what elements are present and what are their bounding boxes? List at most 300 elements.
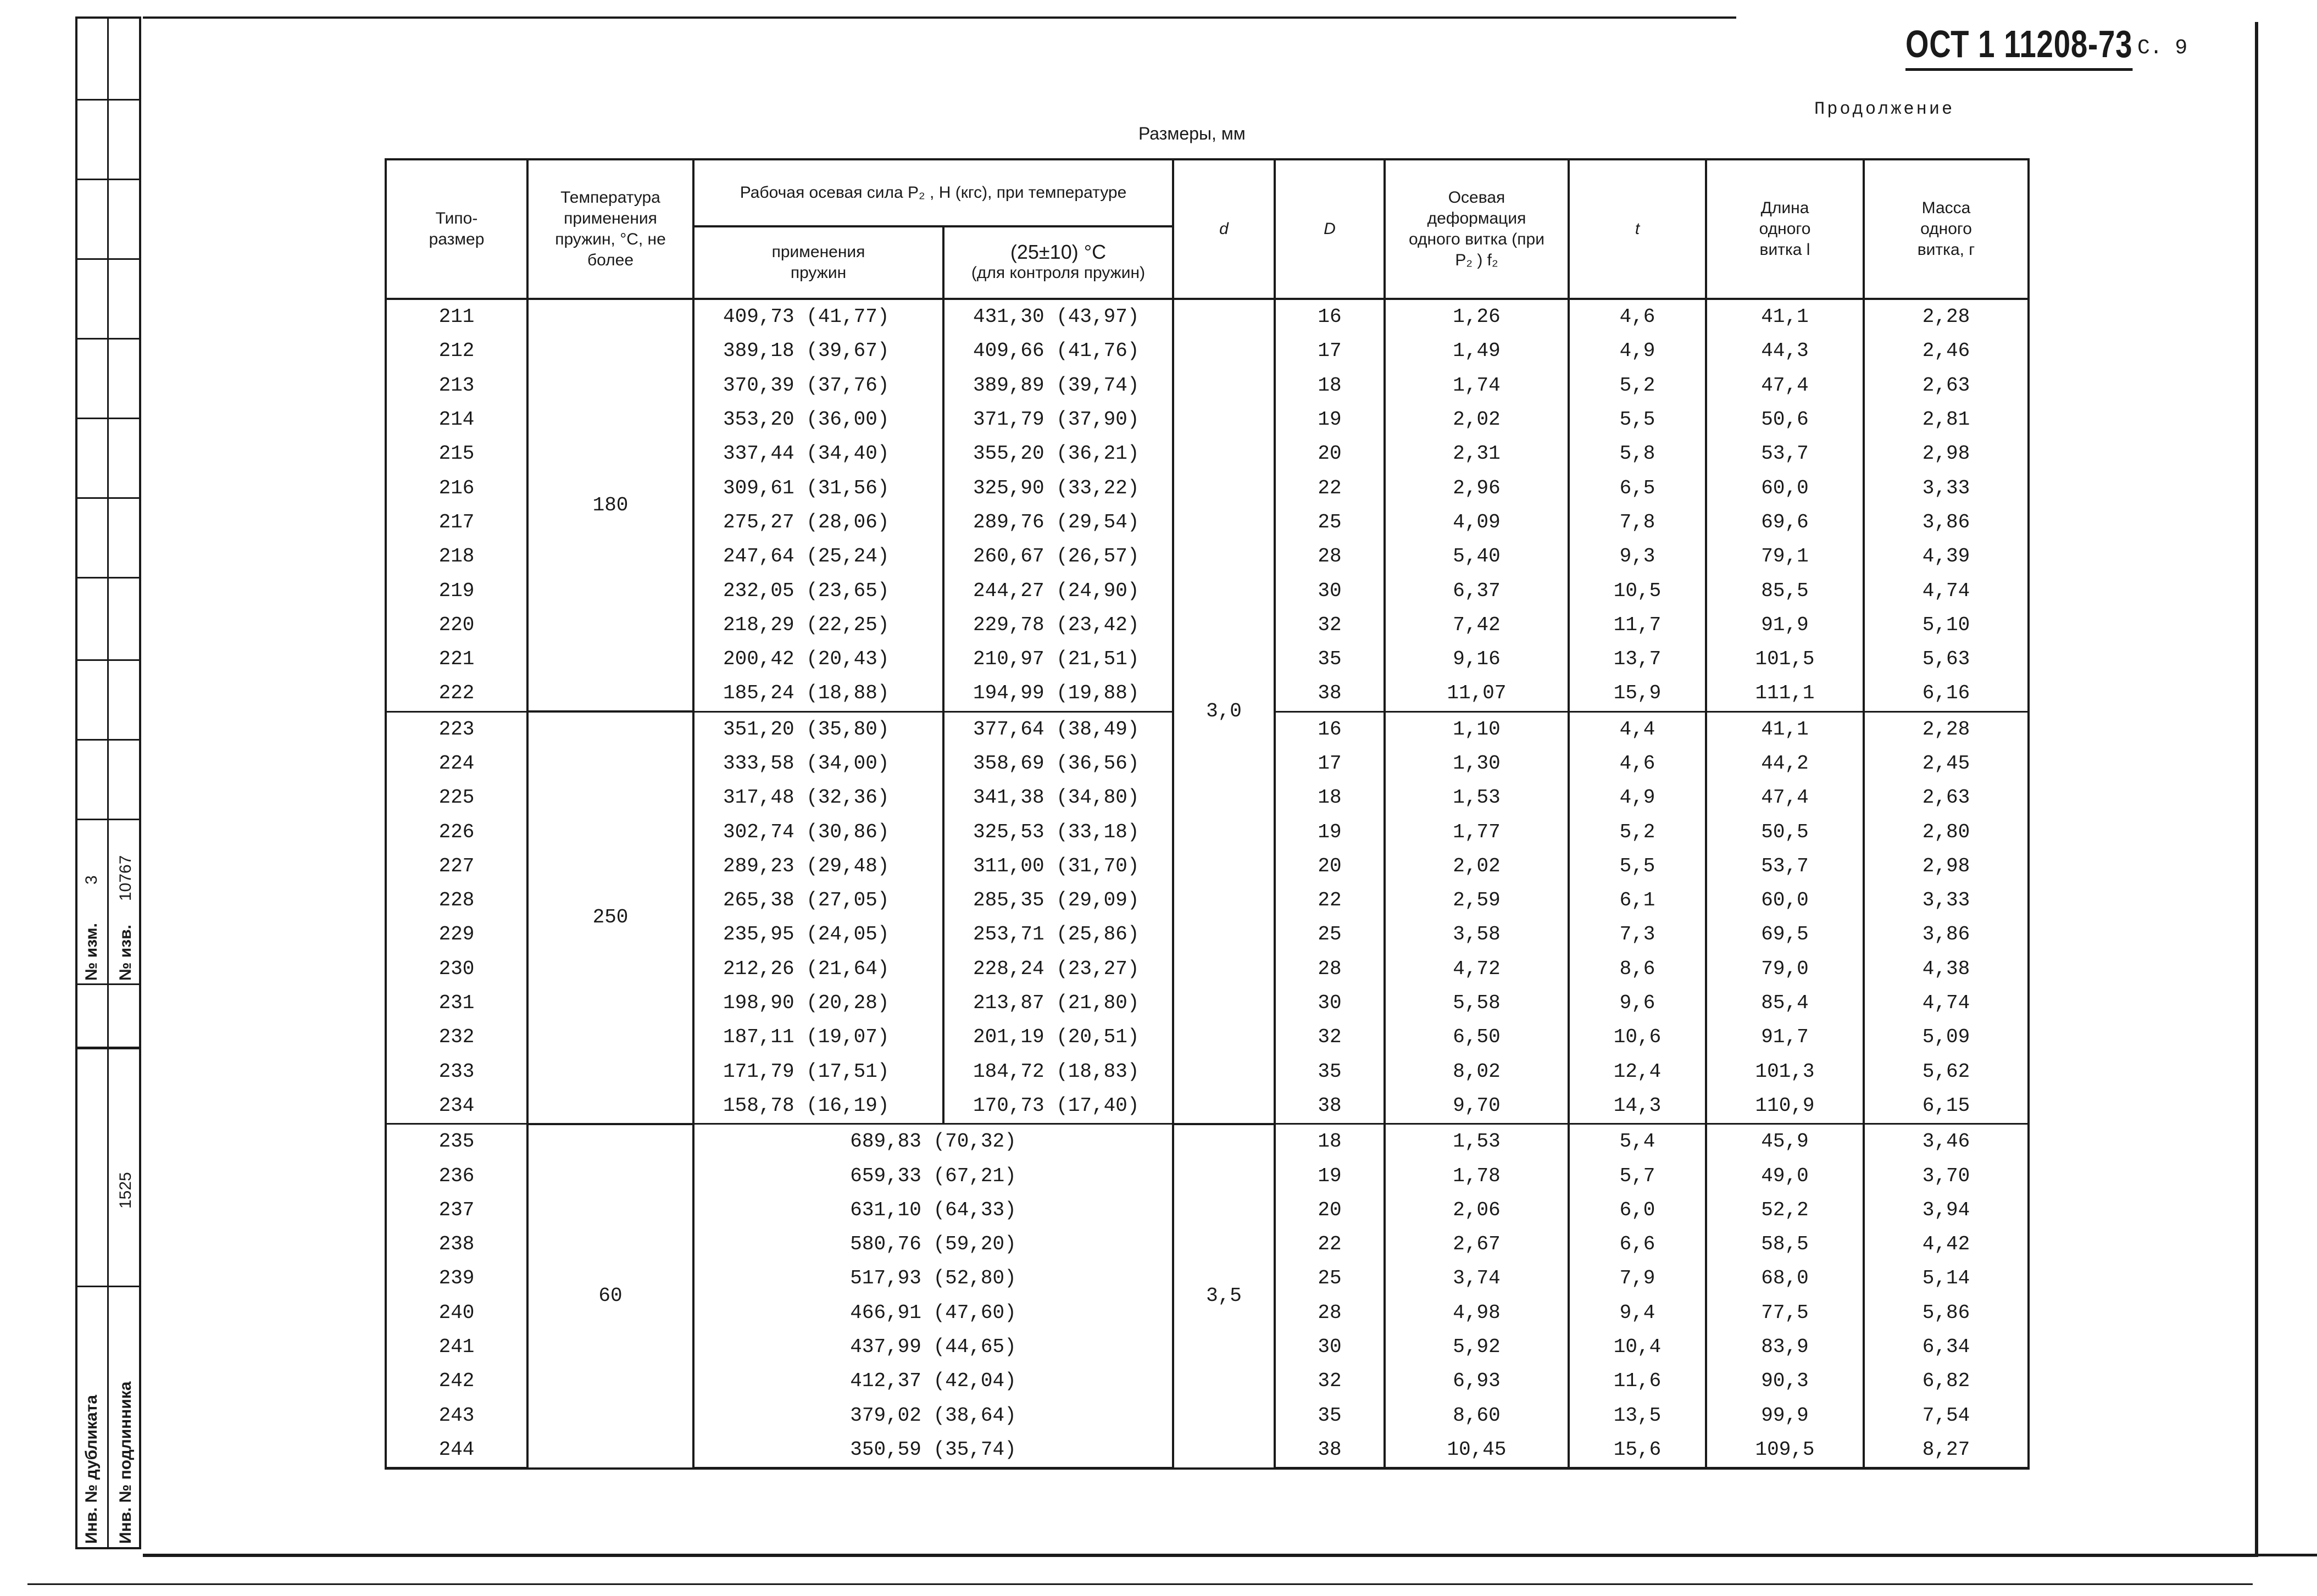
document-code: ОСТ 1 11208-73: [1905, 22, 2132, 71]
cell-coil-length: 110,9: [1706, 1089, 1864, 1124]
cell-deformation: 1,49: [1385, 334, 1569, 368]
cell-coil-diameter: 38: [1275, 1433, 1385, 1469]
margin-line: [75, 983, 141, 985]
cell-coil-mass: 4,74: [1864, 986, 2029, 1020]
cell-coil-mass: 5,63: [1864, 642, 2029, 676]
cell-coil-diameter: 30: [1275, 574, 1385, 608]
cell-coil-length: 53,7: [1706, 849, 1864, 883]
cell-pitch: 5,5: [1569, 849, 1706, 883]
cell-coil-length: 91,9: [1706, 608, 1864, 642]
cell-coil-diameter: 32: [1275, 1020, 1385, 1054]
cell-coil-mass: 3,33: [1864, 471, 2029, 505]
cell-force: 412,37 (42,04): [693, 1364, 1173, 1398]
cell-size: 213: [386, 369, 527, 403]
cell-pitch: 7,9: [1569, 1261, 1706, 1295]
cell-deformation: 1,77: [1385, 815, 1569, 849]
cell-coil-diameter: 16: [1275, 711, 1385, 747]
margin-line: [75, 739, 141, 741]
cell-force-control: 341,38 (34,80): [943, 781, 1173, 815]
cell-force-control: 213,87 (21,80): [943, 986, 1173, 1020]
cell-force-application: 351,20 (35,80): [693, 711, 943, 747]
cell-coil-diameter: 20: [1275, 849, 1385, 883]
cell-force-application: 409,73 (41,77): [693, 299, 943, 334]
cell-size: 218: [386, 540, 527, 574]
cell-coil-length: 83,9: [1706, 1330, 1864, 1364]
cell-pitch: 5,8: [1569, 437, 1706, 471]
cell-force-application: 317,48 (32,36): [693, 781, 943, 815]
cell-force-control: 244,27 (24,90): [943, 574, 1173, 608]
cell-coil-mass: 6,34: [1864, 1330, 2029, 1364]
cell-coil-mass: 3,86: [1864, 505, 2029, 540]
cell-pitch: 9,3: [1569, 540, 1706, 574]
cell-coil-diameter: 22: [1275, 471, 1385, 505]
cell-size: 215: [386, 437, 527, 471]
cell-deformation: 5,58: [1385, 986, 1569, 1020]
cell-pitch: 7,3: [1569, 917, 1706, 952]
cell-force-control: 355,20 (36,21): [943, 437, 1173, 471]
cell-deformation: 1,78: [1385, 1159, 1569, 1193]
cell-pitch: 11,6: [1569, 1364, 1706, 1398]
margin-line: [75, 418, 141, 419]
duplicate-inv-label: Инв. № дубликата: [82, 1394, 101, 1544]
cell-force-control: 194,99 (19,88): [943, 676, 1173, 711]
cell-force-application: 212,26 (21,64): [693, 952, 943, 986]
cell-wire-diameter: 3,5: [1173, 1124, 1275, 1469]
cell-force-application: 235,95 (24,05): [693, 917, 943, 952]
cell-force: 689,83 (70,32): [693, 1124, 1173, 1159]
cell-pitch: 12,4: [1569, 1055, 1706, 1089]
cell-coil-mass: 5,86: [1864, 1296, 2029, 1330]
cell-deformation: 9,70: [1385, 1089, 1569, 1124]
margin-line: [75, 577, 141, 579]
cell-coil-length: 60,0: [1706, 471, 1864, 505]
cell-coil-length: 50,5: [1706, 815, 1864, 849]
change-no-value: 3: [82, 875, 101, 885]
cell-size: 214: [386, 403, 527, 437]
cell-coil-length: 44,3: [1706, 334, 1864, 368]
cell-coil-mass: 3,46: [1864, 1124, 2029, 1159]
cell-force-control: 325,53 (33,18): [943, 815, 1173, 849]
cell-coil-diameter: 17: [1275, 747, 1385, 781]
cell-deformation: 1,10: [1385, 711, 1569, 747]
cell-force-application: 265,38 (27,05): [693, 883, 943, 917]
cell-coil-mass: 2,81: [1864, 403, 2029, 437]
cell-pitch: 5,2: [1569, 815, 1706, 849]
cell-deformation: 2,02: [1385, 403, 1569, 437]
cell-force: 517,93 (52,80): [693, 1261, 1173, 1295]
cell-pitch: 5,7: [1569, 1159, 1706, 1193]
margin-line: [75, 258, 141, 260]
cell-temperature: 250: [527, 711, 693, 1124]
cell-coil-mass: 7,54: [1864, 1399, 2029, 1433]
cell-deformation: 5,40: [1385, 540, 1569, 574]
cell-force-application: 187,11 (19,07): [693, 1020, 943, 1054]
header-deformation: Осевая деформация одного витка (при P₂ ) f₂: [1385, 159, 1569, 299]
cell-force-application: 289,23 (29,48): [693, 849, 943, 883]
cell-coil-mass: 2,28: [1864, 711, 2029, 747]
cell-coil-mass: 3,86: [1864, 917, 2029, 952]
cell-coil-mass: 8,27: [1864, 1433, 2029, 1469]
cell-force-application: 158,78 (16,19): [693, 1089, 943, 1124]
cell-force-control: 389,89 (39,74): [943, 369, 1173, 403]
margin-line: [75, 1286, 141, 1287]
cell-size: 244: [386, 1433, 527, 1469]
cell-pitch: 6,1: [1569, 883, 1706, 917]
cell-size: 242: [386, 1364, 527, 1398]
cell-deformation: 4,09: [1385, 505, 1569, 540]
cell-coil-mass: 2,46: [1864, 334, 2029, 368]
cell-pitch: 14,3: [1569, 1089, 1706, 1124]
cell-deformation: 3,74: [1385, 1261, 1569, 1295]
cell-force-control: 285,35 (29,09): [943, 883, 1173, 917]
cell-coil-length: 52,2: [1706, 1193, 1864, 1227]
cell-coil-length: 99,9: [1706, 1399, 1864, 1433]
cell-deformation: 4,98: [1385, 1296, 1569, 1330]
cell-force-application: 200,42 (20,43): [693, 642, 943, 676]
cell-force-control: 289,76 (29,54): [943, 505, 1173, 540]
cell-force-control: 431,30 (43,97): [943, 299, 1173, 334]
cell-coil-diameter: 19: [1275, 403, 1385, 437]
cell-temperature: 60: [527, 1124, 693, 1469]
cell-coil-diameter: 19: [1275, 815, 1385, 849]
cell-coil-mass: 2,63: [1864, 781, 2029, 815]
cell-size: 217: [386, 505, 527, 540]
cell-pitch: 15,6: [1569, 1433, 1706, 1469]
cell-deformation: 1,30: [1385, 747, 1569, 781]
cell-size: 237: [386, 1193, 527, 1227]
cell-deformation: 9,16: [1385, 642, 1569, 676]
cell-coil-length: 44,2: [1706, 747, 1864, 781]
header-force: Рабочая осевая сила P₂ , Н (кгс), при температуре: [693, 159, 1173, 226]
cell-force-control: 377,64 (38,49): [943, 711, 1173, 747]
cell-size: 234: [386, 1089, 527, 1124]
cell-deformation: 2,02: [1385, 849, 1569, 883]
cell-coil-length: 41,1: [1706, 711, 1864, 747]
cell-pitch: 4,4: [1569, 711, 1706, 747]
cell-size: 239: [386, 1261, 527, 1295]
cell-size: 235: [386, 1124, 527, 1159]
header-size: Типо-размер: [386, 159, 527, 299]
cell-coil-length: 60,0: [1706, 883, 1864, 917]
cell-size: 211: [386, 299, 527, 334]
cell-force-control: 409,66 (41,76): [943, 334, 1173, 368]
cell-coil-length: 68,0: [1706, 1261, 1864, 1295]
cell-coil-length: 69,5: [1706, 917, 1864, 952]
cell-force-control: 184,72 (18,83): [943, 1055, 1173, 1089]
margin-line: [75, 1047, 141, 1049]
cell-force: 350,59 (35,74): [693, 1433, 1173, 1469]
cell-force-application: 275,27 (28,06): [693, 505, 943, 540]
cell-pitch: 5,2: [1569, 369, 1706, 403]
cell-force-application: 247,64 (25,24): [693, 540, 943, 574]
cell-coil-diameter: 22: [1275, 883, 1385, 917]
margin-line: [75, 179, 141, 180]
cell-coil-mass: 2,63: [1864, 369, 2029, 403]
header-temperature: Температура применения пружин, °С, не более: [527, 159, 693, 299]
cell-deformation: 1,74: [1385, 369, 1569, 403]
cell-force-application: 232,05 (23,65): [693, 574, 943, 608]
cell-coil-diameter: 38: [1275, 1089, 1385, 1124]
cell-pitch: 5,5: [1569, 403, 1706, 437]
cell-size: 238: [386, 1227, 527, 1261]
cell-deformation: 1,53: [1385, 1124, 1569, 1159]
cell-pitch: 6,5: [1569, 471, 1706, 505]
cell-deformation: 1,53: [1385, 781, 1569, 815]
cell-coil-mass: 3,70: [1864, 1159, 2029, 1193]
cell-pitch: 10,4: [1569, 1330, 1706, 1364]
cell-coil-diameter: 30: [1275, 986, 1385, 1020]
cell-wire-diameter: 3,0: [1173, 299, 1275, 1124]
cell-pitch: 15,9: [1569, 676, 1706, 711]
table-row: [386, 1124, 2029, 1159]
frame-right-line: [2255, 22, 2258, 1555]
cell-coil-length: 47,4: [1706, 369, 1864, 403]
cell-coil-diameter: 35: [1275, 642, 1385, 676]
cell-pitch: 4,9: [1569, 334, 1706, 368]
cell-coil-mass: 2,80: [1864, 815, 2029, 849]
cell-size: 243: [386, 1399, 527, 1433]
cell-coil-mass: 2,45: [1864, 747, 2029, 781]
cell-temperature: 180: [527, 299, 693, 711]
cell-size: 241: [386, 1330, 527, 1364]
cell-coil-mass: 4,39: [1864, 540, 2029, 574]
cell-size: 225: [386, 781, 527, 815]
header-length: Длина одного витка l: [1706, 159, 1864, 299]
cell-size: 219: [386, 574, 527, 608]
cell-coil-mass: 6,82: [1864, 1364, 2029, 1398]
cell-coil-mass: 6,16: [1864, 676, 2029, 711]
cell-coil-mass: 5,14: [1864, 1261, 2029, 1295]
cell-deformation: 8,02: [1385, 1055, 1569, 1089]
cell-size: 221: [386, 642, 527, 676]
cell-coil-mass: 4,38: [1864, 952, 2029, 986]
cell-deformation: 2,31: [1385, 437, 1569, 471]
cell-coil-diameter: 19: [1275, 1159, 1385, 1193]
cell-size: 223: [386, 711, 527, 747]
cell-pitch: 9,6: [1569, 986, 1706, 1020]
cell-coil-length: 101,5: [1706, 642, 1864, 676]
header-force-application: применения пружин: [693, 226, 943, 299]
cell-coil-diameter: 32: [1275, 1364, 1385, 1398]
cell-force-application: 353,20 (36,00): [693, 403, 943, 437]
cell-coil-diameter: 28: [1275, 540, 1385, 574]
cell-force: 466,91 (47,60): [693, 1296, 1173, 1330]
cell-force-control: 229,78 (23,42): [943, 608, 1173, 642]
header-force-control: (25±10) °С (для контроля пружин): [943, 226, 1173, 299]
cell-pitch: 13,7: [1569, 642, 1706, 676]
notice-no-label: № изв.: [116, 925, 135, 981]
cell-size: 228: [386, 883, 527, 917]
cell-pitch: 8,6: [1569, 952, 1706, 986]
table-body: [386, 299, 2029, 1469]
cell-size: 229: [386, 917, 527, 952]
units-label: Размеры, мм: [1138, 124, 1246, 143]
cell-pitch: 9,4: [1569, 1296, 1706, 1330]
cell-force: 379,02 (38,64): [693, 1399, 1173, 1433]
cell-pitch: 7,8: [1569, 505, 1706, 540]
header-d: d: [1173, 159, 1275, 299]
cell-pitch: 6,6: [1569, 1227, 1706, 1261]
header-mass: Масса одного витка, г: [1864, 159, 2029, 299]
cell-coil-length: 85,4: [1706, 986, 1864, 1020]
cell-force-application: 171,79 (17,51): [693, 1055, 943, 1089]
margin-line: [75, 659, 141, 661]
cell-coil-mass: 4,74: [1864, 574, 2029, 608]
cell-pitch: 4,6: [1569, 747, 1706, 781]
margin-strip-divider: [107, 16, 109, 1549]
cell-deformation: 10,45: [1385, 1433, 1569, 1469]
cell-size: 227: [386, 849, 527, 883]
cell-size: 236: [386, 1159, 527, 1193]
cell-coil-length: 101,3: [1706, 1055, 1864, 1089]
cell-force-application: 185,24 (18,88): [693, 676, 943, 711]
cell-coil-diameter: 25: [1275, 505, 1385, 540]
original-inv-label: Инв. № подлинника: [116, 1381, 135, 1544]
margin-line: [75, 99, 141, 101]
cell-coil-length: 58,5: [1706, 1227, 1864, 1261]
cell-pitch: 10,5: [1569, 574, 1706, 608]
cell-force-application: 337,44 (34,40): [693, 437, 943, 471]
cell-coil-diameter: 35: [1275, 1399, 1385, 1433]
page-number: С. 9: [2137, 36, 2188, 60]
cell-size: 212: [386, 334, 527, 368]
frame-right-tick: [2255, 1554, 2317, 1556]
cell-size: 226: [386, 815, 527, 849]
cell-size: 231: [386, 986, 527, 1020]
cell-coil-diameter: 30: [1275, 1330, 1385, 1364]
cell-coil-diameter: 22: [1275, 1227, 1385, 1261]
cell-coil-mass: 4,42: [1864, 1227, 2029, 1261]
cell-force-control: 228,24 (23,27): [943, 952, 1173, 986]
cell-coil-mass: 3,33: [1864, 883, 2029, 917]
cell-size: 230: [386, 952, 527, 986]
cell-force-control: 311,00 (31,70): [943, 849, 1173, 883]
cell-coil-length: 90,3: [1706, 1364, 1864, 1398]
cell-coil-diameter: 16: [1275, 299, 1385, 334]
cell-force-control: 201,19 (20,51): [943, 1020, 1173, 1054]
cell-deformation: 4,72: [1385, 952, 1569, 986]
cell-size: 233: [386, 1055, 527, 1089]
cell-force-application: 218,29 (22,25): [693, 608, 943, 642]
cell-coil-length: 111,1: [1706, 676, 1864, 711]
cell-force: 437,99 (44,65): [693, 1330, 1173, 1364]
cell-coil-diameter: 28: [1275, 952, 1385, 986]
frame-top-line: [143, 16, 1736, 19]
cell-coil-mass: 3,94: [1864, 1193, 2029, 1227]
cell-size: 216: [386, 471, 527, 505]
cell-pitch: 4,6: [1569, 299, 1706, 334]
cell-force-control: 371,79 (37,90): [943, 403, 1173, 437]
cell-pitch: 13,5: [1569, 1399, 1706, 1433]
cell-pitch: 11,7: [1569, 608, 1706, 642]
cell-size: 240: [386, 1296, 527, 1330]
cell-coil-diameter: 35: [1275, 1055, 1385, 1089]
cell-deformation: 5,92: [1385, 1330, 1569, 1364]
cell-coil-length: 79,0: [1706, 952, 1864, 986]
cell-force: 631,10 (64,33): [693, 1193, 1173, 1227]
header-D: D: [1275, 159, 1385, 299]
cell-coil-length: 50,6: [1706, 403, 1864, 437]
cell-deformation: 6,50: [1385, 1020, 1569, 1054]
cell-deformation: 6,37: [1385, 574, 1569, 608]
cell-coil-length: 85,5: [1706, 574, 1864, 608]
cell-coil-mass: 5,62: [1864, 1055, 2029, 1089]
cell-force-application: 302,74 (30,86): [693, 815, 943, 849]
cell-force-control: 358,69 (36,56): [943, 747, 1173, 781]
cell-force-application: 389,18 (39,67): [693, 334, 943, 368]
table-row: [386, 299, 2029, 334]
cell-coil-diameter: 38: [1275, 676, 1385, 711]
cell-size: 232: [386, 1020, 527, 1054]
cell-coil-diameter: 18: [1275, 1124, 1385, 1159]
cell-coil-length: 91,7: [1706, 1020, 1864, 1054]
change-no-label: № изм.: [82, 923, 101, 981]
cell-size: 220: [386, 608, 527, 642]
cell-coil-diameter: 18: [1275, 781, 1385, 815]
cell-coil-mass: 2,98: [1864, 849, 2029, 883]
frame-outer-bottom-line: [27, 1583, 2253, 1585]
continued-label: Продолжение: [1814, 99, 1955, 119]
cell-coil-length: 69,6: [1706, 505, 1864, 540]
cell-deformation: 7,42: [1385, 608, 1569, 642]
cell-force-control: 210,97 (21,51): [943, 642, 1173, 676]
cell-coil-diameter: 20: [1275, 437, 1385, 471]
cell-deformation: 1,26: [1385, 299, 1569, 334]
cell-coil-length: 79,1: [1706, 540, 1864, 574]
cell-deformation: 6,93: [1385, 1364, 1569, 1398]
cell-coil-length: 47,4: [1706, 781, 1864, 815]
cell-coil-diameter: 25: [1275, 1261, 1385, 1295]
cell-deformation: 2,67: [1385, 1227, 1569, 1261]
ref-value: 1525: [116, 1172, 135, 1209]
cell-coil-length: 53,7: [1706, 437, 1864, 471]
cell-coil-length: 49,0: [1706, 1159, 1864, 1193]
cell-force-application: 333,58 (34,00): [693, 747, 943, 781]
cell-pitch: 6,0: [1569, 1193, 1706, 1227]
cell-force: 580,76 (59,20): [693, 1227, 1173, 1261]
cell-force-control: 170,73 (17,40): [943, 1089, 1173, 1124]
cell-force-application: 370,39 (37,76): [693, 369, 943, 403]
cell-coil-diameter: 28: [1275, 1296, 1385, 1330]
cell-pitch: 5,4: [1569, 1124, 1706, 1159]
cell-coil-length: 45,9: [1706, 1124, 1864, 1159]
cell-deformation: 2,96: [1385, 471, 1569, 505]
notice-no-value: 10767: [116, 855, 135, 901]
cell-force-control: 253,71 (25,86): [943, 917, 1173, 952]
cell-coil-mass: 6,15: [1864, 1089, 2029, 1124]
cell-coil-mass: 2,28: [1864, 299, 2029, 334]
cell-coil-mass: 5,09: [1864, 1020, 2029, 1054]
cell-deformation: 2,06: [1385, 1193, 1569, 1227]
cell-coil-diameter: 25: [1275, 917, 1385, 952]
cell-coil-diameter: 32: [1275, 608, 1385, 642]
margin-line: [75, 497, 141, 499]
cell-pitch: 10,6: [1569, 1020, 1706, 1054]
cell-size: 222: [386, 676, 527, 711]
cell-coil-diameter: 20: [1275, 1193, 1385, 1227]
cell-coil-diameter: 17: [1275, 334, 1385, 368]
cell-size: 224: [386, 747, 527, 781]
cell-force-application: 198,90 (20,28): [693, 986, 943, 1020]
cell-force-application: 309,61 (31,56): [693, 471, 943, 505]
frame-bottom-line: [143, 1554, 2258, 1557]
cell-force: 659,33 (67,21): [693, 1159, 1173, 1193]
cell-coil-length: 77,5: [1706, 1296, 1864, 1330]
cell-coil-length: 41,1: [1706, 299, 1864, 334]
cell-deformation: 2,59: [1385, 883, 1569, 917]
cell-pitch: 4,9: [1569, 781, 1706, 815]
cell-deformation: 8,60: [1385, 1399, 1569, 1433]
